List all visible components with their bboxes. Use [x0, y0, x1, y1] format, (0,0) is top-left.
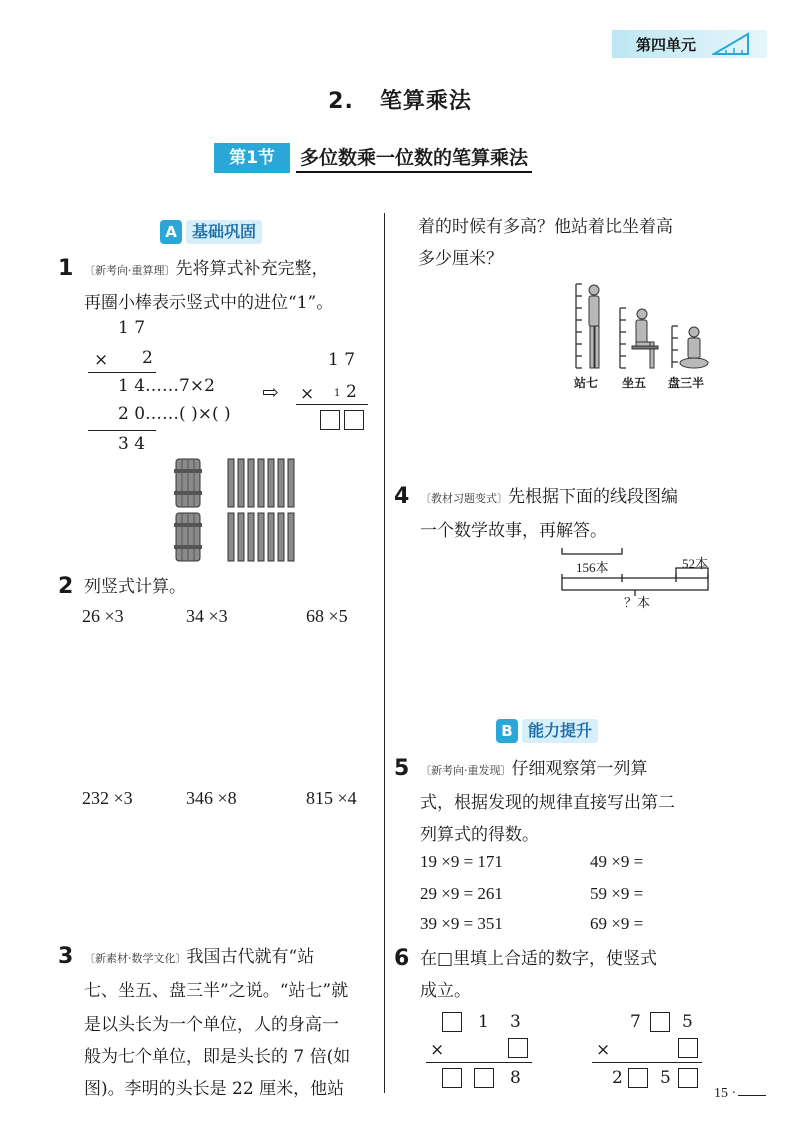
cross-legged-person-icon — [680, 327, 708, 368]
q3-line5: 图)。李明的头长是 22 厘米，他站 — [84, 1079, 345, 1099]
q6-number: 6 — [394, 946, 410, 971]
q1-line1: 〔新考向·重算理〕先将算式补充完整， — [84, 259, 329, 279]
q4-line1: 〔教材习题变式〕先根据下面的线段图编 — [420, 487, 678, 507]
q1-rule1 — [88, 372, 156, 373]
q5-expr: 29 ×9 = 261 — [420, 884, 503, 903]
mult-sign: × — [430, 1040, 445, 1060]
seg-right-label: 52本 — [682, 556, 709, 571]
q1-arrow-icon: ⇨ — [262, 380, 279, 404]
q1-right-top: 1 7 — [328, 350, 356, 370]
q6-line1: 在□里填上合适的数字，使竖式 — [420, 949, 658, 969]
q5-expr: 49 ×9 = — [590, 852, 644, 871]
page-number-rule — [738, 1095, 766, 1096]
q1-right-rule — [296, 404, 368, 405]
section-badge: 第1节 — [214, 143, 290, 173]
q1-rule2 — [88, 430, 156, 431]
brace-top-left — [562, 548, 622, 554]
q3-line1: 〔新素材·数学文化〕我国古代就有“站 — [84, 947, 315, 967]
q1-result: 3 4 — [118, 434, 146, 454]
digit: 5 — [660, 1068, 671, 1088]
answer-box[interactable] — [442, 1012, 462, 1032]
height-figure — [568, 280, 718, 372]
standing-person-icon — [589, 285, 599, 368]
q1-mult-sign: × — [94, 350, 109, 370]
q5-expr: 59 ×9 = — [590, 884, 644, 903]
q6-line2: 成立。 — [420, 981, 471, 1001]
answer-box[interactable] — [320, 410, 340, 430]
answer-box[interactable] — [474, 1068, 494, 1088]
stick-bundle-icon — [174, 459, 202, 507]
q5-expr: 69 ×9 = — [590, 914, 644, 933]
fig-label-sitting: 坐五 — [622, 376, 647, 390]
rule — [426, 1062, 532, 1063]
answer-box[interactable] — [678, 1068, 698, 1088]
q4-line2: 一个数学故事，再解答。 — [420, 521, 607, 541]
q2-number: 2 — [58, 574, 74, 599]
q2-text: 列竖式计算。 — [84, 577, 186, 597]
digit: 2 — [612, 1068, 623, 1088]
digit: 3 — [510, 1012, 521, 1032]
q3-cont1: 着的时候有多高？他站着比坐着高 — [418, 217, 673, 237]
digit: 1 — [478, 1012, 489, 1032]
unit-label: 第四单元 — [636, 36, 697, 54]
seg-left-label: 156本 — [576, 560, 609, 575]
q3-line4: 般为七个单位，即是头长的 7 倍(如 — [84, 1047, 351, 1067]
q5-number: 5 — [394, 756, 410, 781]
q2-expr: 34 ×3 — [186, 606, 228, 626]
sticks-illustration — [170, 455, 310, 565]
q1-row2: 2 0……( )×( ) — [118, 404, 231, 424]
answer-box[interactable] — [508, 1038, 528, 1058]
answer-box[interactable] — [442, 1068, 462, 1088]
q2-expr: 68 ×5 — [306, 606, 348, 626]
q2-expr: 232 ×3 — [82, 788, 133, 808]
digit: 5 — [682, 1012, 693, 1032]
page-number: 15 · — [714, 1086, 737, 1101]
q1-top: 1 7 — [118, 318, 146, 338]
sitting-person-icon — [632, 309, 658, 368]
q2-expr: 815 ×4 — [306, 788, 357, 808]
q5-line3: 列算式的得数。 — [420, 825, 539, 845]
q1-right-mult: × — [300, 384, 315, 404]
q5-line2: 式，根据发现的规律直接写出第二 — [420, 793, 675, 813]
stick-bundle-icon — [174, 513, 202, 561]
q1-right-carry: 1 — [334, 388, 341, 399]
rule — [592, 1062, 702, 1063]
single-sticks-icon — [228, 459, 294, 561]
seg-total-label: ？本 — [624, 595, 651, 610]
section-title: 多位数乘一位数的笔算乘法 — [296, 143, 532, 173]
q1-row1: 1 4……7×2 — [118, 376, 215, 396]
q1-line2: 再圈小棒表示竖式中的进位“1”。 — [84, 293, 334, 313]
q5-line1: 〔新考向·重发现〕仔细观察第一列算 — [420, 759, 648, 779]
q3-cont2: 多少厘米？ — [418, 249, 503, 269]
q1-number: 1 — [58, 256, 74, 281]
q5-expr: 19 ×9 = 171 — [420, 852, 503, 871]
q1-right-digit: 2 — [346, 382, 357, 402]
answer-box[interactable] — [678, 1038, 698, 1058]
q2-expr: 346 ×8 — [186, 788, 237, 808]
q1-mult-digit: 2 — [142, 348, 153, 368]
fig-label-cross-legged: 盘三半 — [668, 376, 705, 390]
page-title: 2. 笔算乘法 — [328, 89, 472, 114]
unit-tab — [612, 30, 767, 58]
fig-label-standing: 站七 — [574, 376, 599, 390]
q3-line3: 是以头长为一个单位，人的身高一 — [84, 1015, 339, 1035]
q3-number: 3 — [58, 944, 74, 969]
ruler-triangle-icon — [712, 32, 752, 56]
answer-box[interactable] — [344, 410, 364, 430]
mult-sign: × — [596, 1040, 611, 1060]
answer-box[interactable] — [628, 1068, 648, 1088]
digit: 7 — [630, 1012, 641, 1032]
digit: 8 — [510, 1068, 521, 1088]
q5-expr: 39 ×9 = 351 — [420, 914, 503, 933]
q3-line2: 七、坐五、盘三半”之说。“站七”就 — [84, 981, 349, 1001]
answer-box[interactable] — [650, 1012, 670, 1032]
column-divider — [384, 213, 385, 1093]
q4-number: 4 — [394, 484, 410, 509]
q2-expr: 26 ×3 — [82, 606, 124, 626]
